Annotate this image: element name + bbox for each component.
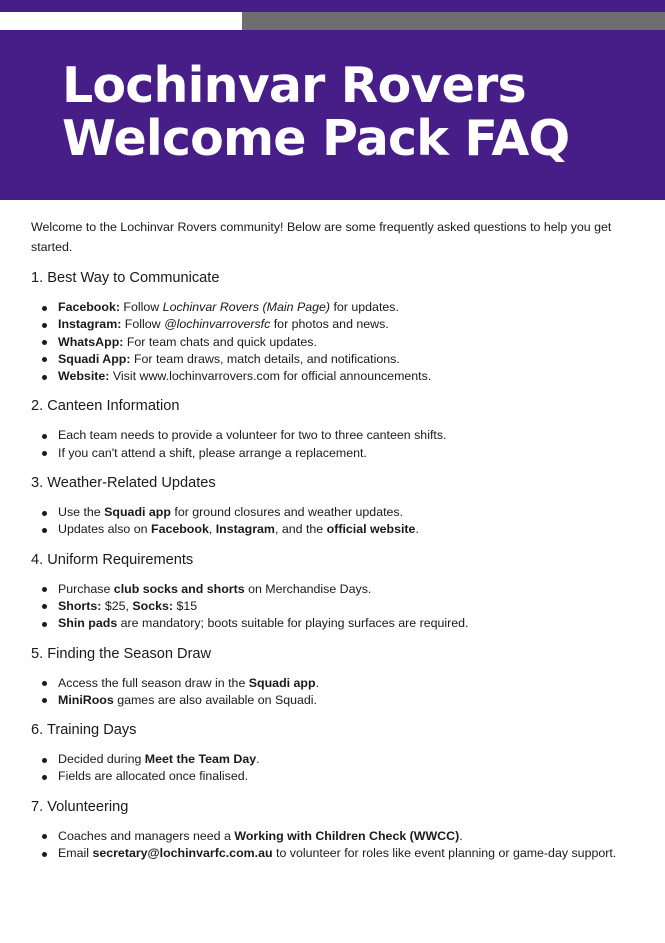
list-item: MiniRoos games are also available on Squadi.	[58, 692, 631, 709]
list-item: Instagram: Follow @lochinvarroversfc for photos and news.	[58, 316, 631, 333]
page-title	[62, 59, 569, 165]
season-draw-list	[31, 675, 631, 710]
list-item: Squadi App: For team draws, match details, and notifications.	[58, 351, 631, 368]
training-list	[31, 751, 631, 786]
list-item: Fields are allocated once finalised.	[58, 768, 631, 785]
section-title-training: 6. Training Days	[31, 722, 137, 739]
list-item: Shin pads are mandatory; boots suitable for playing surfaces are required.	[58, 615, 631, 632]
list-item: Shorts: $25, Socks: $15	[58, 598, 631, 615]
volunteering-list	[31, 828, 631, 863]
section-title-communicate: 1. Best Way to Communicate	[31, 270, 220, 286]
list-item: WhatsApp: For team chats and quick updates.	[58, 334, 631, 351]
list-item: Facebook: Follow Lochinvar Rovers (Main Page) for updates.	[58, 299, 631, 316]
list-item: Purchase club socks and shorts on Merchandise Days.	[58, 581, 631, 598]
intro-paragraph: Welcome to the Lochinvar Rovers community! Below are some frequently asked questions to help you get started.	[31, 220, 612, 254]
title-banner	[0, 30, 665, 200]
section-title-season-draw: 5. Finding the Season Draw	[31, 645, 212, 662]
page-title-line-2: Welcome Pack FAQ	[62, 110, 570, 167]
uniform-list	[31, 581, 631, 633]
weather-list	[31, 504, 631, 539]
section-title-volunteering: 7. Volunteering	[31, 798, 129, 815]
list-item: Website: Visit www.lochinvarrovers.com for official announcements.	[58, 368, 631, 385]
section-title-uniform: 4. Uniform Requirements	[31, 551, 194, 568]
canteen-list	[31, 427, 631, 462]
page-title-line-1: Lochinvar Rovers	[62, 57, 526, 114]
list-item: Updates also on Facebook, Instagram, and the official website.	[58, 521, 631, 538]
header-gray-bar	[242, 12, 665, 30]
list-item: If you can't attend a shift, please arrange a replacement.	[58, 445, 631, 462]
list-item: Access the full season draw in the Squadi app.	[58, 675, 631, 692]
list-item: Decided during Meet the Team Day.	[58, 751, 631, 768]
list-item: Coaches and managers need a Working with Children Check (WWCC).	[58, 828, 631, 845]
faq-content	[31, 218, 631, 862]
section-title-weather: 3. Weather-Related Updates	[31, 475, 216, 492]
list-item: Each team needs to provide a volunteer for two to three canteen shifts.	[58, 427, 631, 444]
section-title-canteen: 2. Canteen Information	[31, 398, 180, 415]
list-item: Email secretary@lochinvarfc.com.au to volunteer for roles like event planning or game-day support.	[58, 845, 631, 862]
header-white-bar	[0, 12, 242, 30]
communicate-list	[31, 299, 631, 385]
list-item: Use the Squadi app for ground closures and weather updates.	[58, 504, 631, 521]
